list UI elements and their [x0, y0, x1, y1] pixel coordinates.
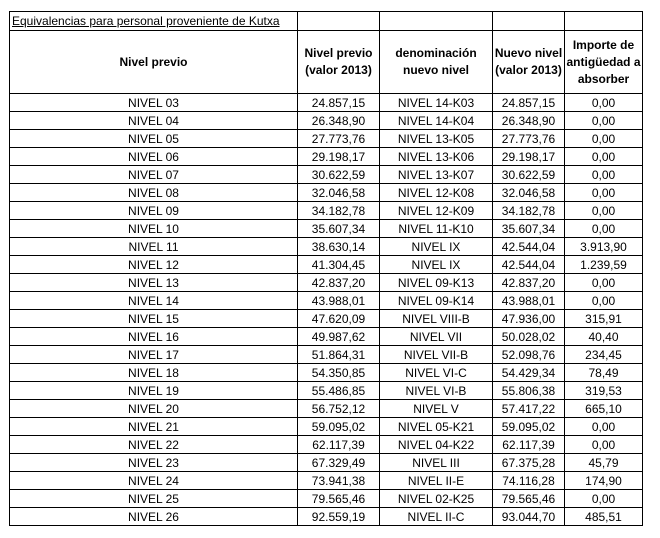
- cell-valor-nuevo: 55.806,38: [493, 382, 565, 400]
- cell-importe: 319,53: [565, 382, 643, 400]
- cell-valor-previo: 27.773,76: [298, 130, 380, 148]
- cell-valor-nuevo: 93.044,70: [493, 508, 565, 526]
- cell-nivel-previo: NIVEL 26: [10, 508, 298, 526]
- cell-nivel-previo: NIVEL 13: [10, 274, 298, 292]
- cell-nivel-previo: NIVEL 24: [10, 472, 298, 490]
- table-row: [10, 508, 643, 526]
- table-row: [10, 112, 643, 130]
- table-row: [10, 148, 643, 166]
- cell-denominacion: NIVEL VIII-B: [380, 310, 493, 328]
- table-row: [10, 292, 643, 310]
- table-row: [10, 238, 643, 256]
- cell-valor-nuevo: 42.544,04: [493, 256, 565, 274]
- cell-denominacion: NIVEL 05-K21: [380, 418, 493, 436]
- title-row: [10, 12, 643, 31]
- cell-valor-nuevo: 26.348,90: [493, 112, 565, 130]
- cell-nivel-previo: NIVEL 19: [10, 382, 298, 400]
- cell-valor-previo: 41.304,45: [298, 256, 380, 274]
- cell-importe: 3.913,90: [565, 238, 643, 256]
- cell-valor-previo: 54.350,85: [298, 364, 380, 382]
- cell-nivel-previo: NIVEL 21: [10, 418, 298, 436]
- cell-valor-nuevo: 29.198,17: [493, 148, 565, 166]
- table-row: [10, 220, 643, 238]
- cell-nivel-previo: NIVEL 23: [10, 454, 298, 472]
- header-denominacion: denominación nuevo nivel: [380, 31, 493, 94]
- cell-valor-nuevo: 62.117,39: [493, 436, 565, 454]
- cell-nivel-previo: NIVEL 25: [10, 490, 298, 508]
- cell-importe: 665,10: [565, 400, 643, 418]
- cell-denominacion: NIVEL 13-K05: [380, 130, 493, 148]
- cell-valor-nuevo: 54.429,34: [493, 364, 565, 382]
- cell-valor-nuevo: 47.936,00: [493, 310, 565, 328]
- cell-valor-previo: 29.198,17: [298, 148, 380, 166]
- cell-importe: 78,49: [565, 364, 643, 382]
- cell-valor-nuevo: 34.182,78: [493, 202, 565, 220]
- cell-importe: 0,00: [565, 184, 643, 202]
- cell-denominacion: NIVEL 09-K14: [380, 292, 493, 310]
- table-row: [10, 400, 643, 418]
- cell-nivel-previo: NIVEL 08: [10, 184, 298, 202]
- cell-denominacion: NIVEL 13-K06: [380, 148, 493, 166]
- header-nivel-previo: Nivel previo: [10, 31, 298, 94]
- cell-nivel-previo: NIVEL 09: [10, 202, 298, 220]
- cell-denominacion: NIVEL VII-B: [380, 346, 493, 364]
- cell-valor-nuevo: 50.028,02: [493, 328, 565, 346]
- cell-denominacion: NIVEL 02-K25: [380, 490, 493, 508]
- cell-denominacion: NIVEL IX: [380, 256, 493, 274]
- cell-valor-previo: 26.348,90: [298, 112, 380, 130]
- cell-importe: 0,00: [565, 94, 643, 112]
- table-row: [10, 490, 643, 508]
- header-nuevo-nivel-valor: Nuevo nivel (valor 2013): [493, 31, 565, 94]
- cell-denominacion: NIVEL 13-K07: [380, 166, 493, 184]
- header-row: [10, 31, 643, 94]
- cell-denominacion: NIVEL 04-K22: [380, 436, 493, 454]
- cell-valor-nuevo: 42.544,04: [493, 238, 565, 256]
- cell-valor-previo: 35.607,34: [298, 220, 380, 238]
- cell-importe: 45,79: [565, 454, 643, 472]
- title-empty-cell: [380, 12, 493, 31]
- cell-valor-nuevo: 24.857,15: [493, 94, 565, 112]
- cell-denominacion: NIVEL II-C: [380, 508, 493, 526]
- cell-denominacion: NIVEL VI-B: [380, 382, 493, 400]
- table-row: [10, 130, 643, 148]
- table-row: [10, 94, 643, 112]
- cell-nivel-previo: NIVEL 22: [10, 436, 298, 454]
- table-row: [10, 202, 643, 220]
- cell-valor-previo: 43.988,01: [298, 292, 380, 310]
- cell-nivel-previo: NIVEL 20: [10, 400, 298, 418]
- cell-denominacion: NIVEL 12-K08: [380, 184, 493, 202]
- cell-valor-previo: 49.987,62: [298, 328, 380, 346]
- cell-importe: 0,00: [565, 490, 643, 508]
- table-row: [10, 454, 643, 472]
- cell-valor-nuevo: 57.417,22: [493, 400, 565, 418]
- title-empty-cell: [298, 12, 380, 31]
- cell-valor-previo: 62.117,39: [298, 436, 380, 454]
- cell-importe: 40,40: [565, 328, 643, 346]
- cell-valor-nuevo: 43.988,01: [493, 292, 565, 310]
- table-row: [10, 418, 643, 436]
- cell-importe: 234,45: [565, 346, 643, 364]
- cell-nivel-previo: NIVEL 14: [10, 292, 298, 310]
- cell-importe: 0,00: [565, 292, 643, 310]
- cell-denominacion: NIVEL II-E: [380, 472, 493, 490]
- cell-valor-previo: 47.620,09: [298, 310, 380, 328]
- cell-valor-previo: 38.630,14: [298, 238, 380, 256]
- cell-valor-previo: 30.622,59: [298, 166, 380, 184]
- table-row: [10, 346, 643, 364]
- cell-importe: 0,00: [565, 418, 643, 436]
- cell-valor-previo: 59.095,02: [298, 418, 380, 436]
- title-empty-cell: [565, 12, 643, 31]
- cell-denominacion: NIVEL IX: [380, 238, 493, 256]
- table-row: [10, 274, 643, 292]
- cell-importe: 174,90: [565, 472, 643, 490]
- cell-nivel-previo: NIVEL 06: [10, 148, 298, 166]
- cell-nivel-previo: NIVEL 05: [10, 130, 298, 148]
- cell-valor-nuevo: 59.095,02: [493, 418, 565, 436]
- cell-denominacion: NIVEL 14-K03: [380, 94, 493, 112]
- table-row: [10, 472, 643, 490]
- cell-importe: 0,00: [565, 130, 643, 148]
- cell-nivel-previo: NIVEL 11: [10, 238, 298, 256]
- cell-importe: 0,00: [565, 274, 643, 292]
- cell-valor-nuevo: 35.607,34: [493, 220, 565, 238]
- cell-valor-previo: 67.329,49: [298, 454, 380, 472]
- cell-importe: 0,00: [565, 436, 643, 454]
- cell-nivel-previo: NIVEL 03: [10, 94, 298, 112]
- cell-valor-nuevo: 74.116,28: [493, 472, 565, 490]
- cell-nivel-previo: NIVEL 16: [10, 328, 298, 346]
- cell-valor-nuevo: 32.046,58: [493, 184, 565, 202]
- cell-importe: 0,00: [565, 148, 643, 166]
- cell-valor-previo: 56.752,12: [298, 400, 380, 418]
- table-row: [10, 184, 643, 202]
- cell-importe: 0,00: [565, 112, 643, 130]
- cell-valor-previo: 73.941,38: [298, 472, 380, 490]
- cell-valor-nuevo: 27.773,76: [493, 130, 565, 148]
- cell-valor-previo: 51.864,31: [298, 346, 380, 364]
- cell-denominacion: NIVEL 09-K13: [380, 274, 493, 292]
- cell-valor-nuevo: 79.565,46: [493, 490, 565, 508]
- cell-denominacion: NIVEL V: [380, 400, 493, 418]
- cell-denominacion: NIVEL III: [380, 454, 493, 472]
- cell-importe: 0,00: [565, 202, 643, 220]
- cell-valor-nuevo: 30.622,59: [493, 166, 565, 184]
- cell-valor-previo: 42.837,20: [298, 274, 380, 292]
- cell-nivel-previo: NIVEL 17: [10, 346, 298, 364]
- cell-valor-previo: 55.486,85: [298, 382, 380, 400]
- cell-denominacion: NIVEL 14-K04: [380, 112, 493, 130]
- table-title: Equivalencias para personal proveniente de Kutxa: [10, 12, 298, 31]
- table-row: [10, 328, 643, 346]
- cell-nivel-previo: NIVEL 04: [10, 112, 298, 130]
- cell-nivel-previo: NIVEL 12: [10, 256, 298, 274]
- header-nivel-previo-valor: Nivel previo (valor 2013): [298, 31, 380, 94]
- cell-valor-nuevo: 42.837,20: [493, 274, 565, 292]
- cell-nivel-previo: NIVEL 18: [10, 364, 298, 382]
- table-row: [10, 310, 643, 328]
- cell-importe: 1.239,59: [565, 256, 643, 274]
- header-importe-antiguedad: Importe de antigüedad a absorber: [565, 31, 643, 94]
- equivalencias-table: [9, 11, 643, 526]
- cell-nivel-previo: NIVEL 07: [10, 166, 298, 184]
- cell-denominacion: NIVEL VII: [380, 328, 493, 346]
- cell-importe: 315,91: [565, 310, 643, 328]
- cell-nivel-previo: NIVEL 10: [10, 220, 298, 238]
- table-row: [10, 256, 643, 274]
- cell-nivel-previo: NIVEL 15: [10, 310, 298, 328]
- cell-denominacion: NIVEL 12-K09: [380, 202, 493, 220]
- cell-valor-previo: 79.565,46: [298, 490, 380, 508]
- cell-importe: 485,51: [565, 508, 643, 526]
- title-empty-cell: [493, 12, 565, 31]
- cell-valor-previo: 34.182,78: [298, 202, 380, 220]
- table-row: [10, 364, 643, 382]
- cell-denominacion: NIVEL VI-C: [380, 364, 493, 382]
- cell-valor-previo: 92.559,19: [298, 508, 380, 526]
- cell-importe: 0,00: [565, 220, 643, 238]
- table-body: [10, 94, 643, 526]
- table-row: [10, 436, 643, 454]
- cell-denominacion: NIVEL 11-K10: [380, 220, 493, 238]
- cell-valor-previo: 32.046,58: [298, 184, 380, 202]
- cell-valor-nuevo: 52.098,76: [493, 346, 565, 364]
- cell-valor-previo: 24.857,15: [298, 94, 380, 112]
- cell-valor-nuevo: 67.375,28: [493, 454, 565, 472]
- table-row: [10, 382, 643, 400]
- table-row: [10, 166, 643, 184]
- cell-importe: 0,00: [565, 166, 643, 184]
